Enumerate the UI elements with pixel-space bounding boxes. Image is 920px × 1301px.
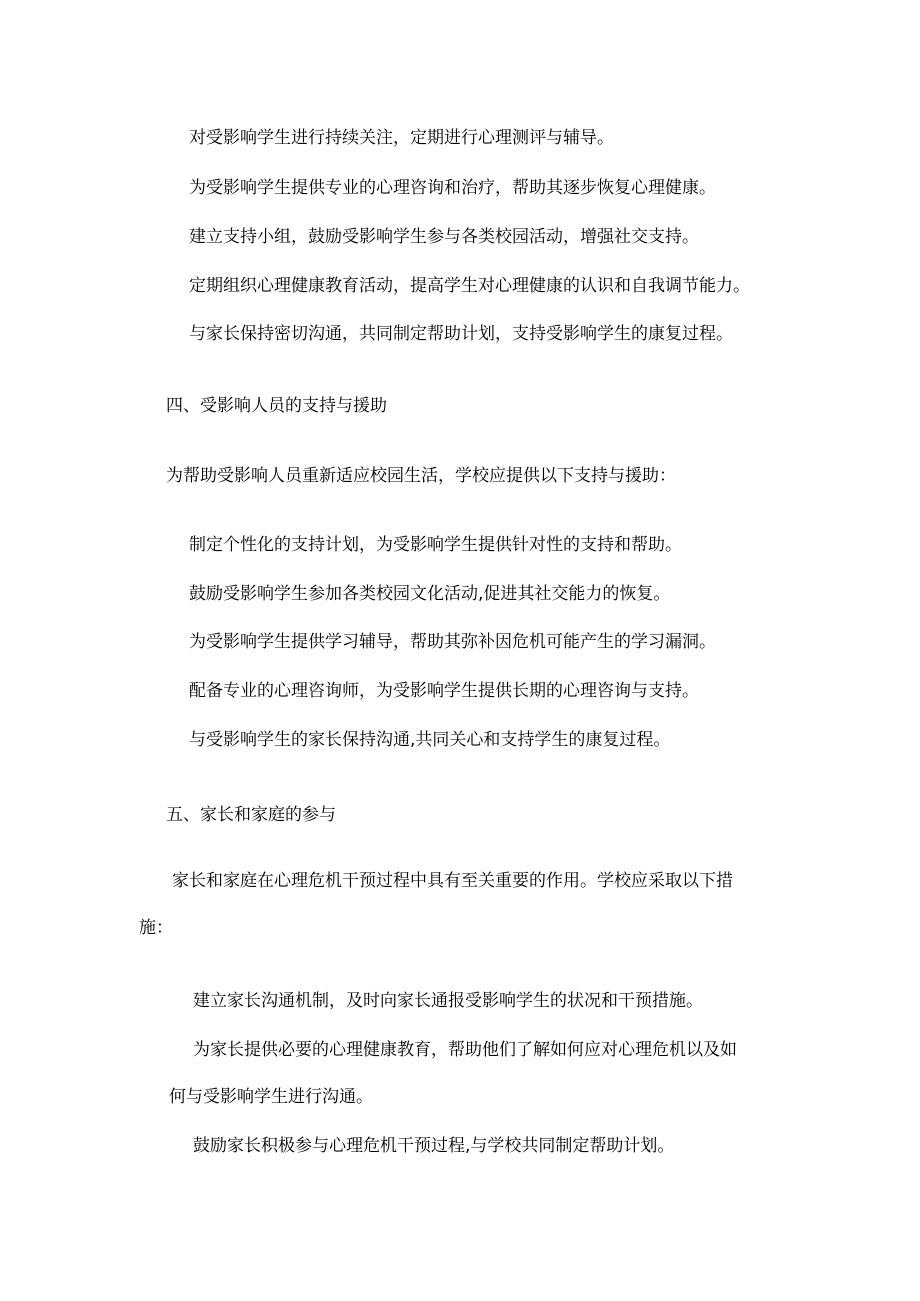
section5-item-3: 鼓励家长积极参与心理危机干预过程,与学校共同制定帮助计划。 — [193, 1136, 675, 1156]
section3-item-1: 对受影响学生进行持续关注，定期进行心理测评与辅导。 — [189, 128, 614, 148]
section5-intro-line2: 施： — [139, 918, 173, 938]
section4-item-1: 制定个性化的支持计划，为受影响学生提供针对性的支持和帮助。 — [189, 535, 682, 555]
section4-heading: 四、受影响人员的支持与援助 — [166, 396, 387, 416]
section4-item-4: 配备专业的心理咨询师，为受影响学生提供长期的心理咨询与支持。 — [189, 681, 699, 701]
section3-item-3: 建立支持小组，鼓励受影响学生参与各类校园活动，增强社交支持。 — [189, 227, 699, 247]
section5-heading: 五、家长和家庭的参与 — [166, 805, 336, 825]
section5-intro-line1: 家长和家庭在心理危机干预过程中具有至关重要的作用。学校应采取以下措 — [172, 871, 733, 891]
section3-item-5: 与家长保持密切沟通，共同制定帮助计划，支持受影响学生的康复过程。 — [189, 324, 733, 344]
section3-item-2: 为受影响学生提供专业的心理咨询和治疗，帮助其逐步恢复心理健康。 — [189, 178, 716, 198]
section4-item-3: 为受影响学生提供学习辅导，帮助其弥补因危机可能产生的学习漏洞。 — [189, 632, 716, 652]
section4-item-2: 鼓励受影响学生参加各类校园文化活动,促进其社交能力的恢复。 — [189, 584, 671, 604]
section5-item-1: 建立家长沟通机制，及时向家长通报受影响学生的状况和干预措施。 — [193, 991, 703, 1011]
section4-intro: 为帮助受影响人员重新适应校园生活，学校应提供以下支持与援助： — [166, 466, 676, 486]
section5-item-2-line1: 为家长提供必要的心理健康教育，帮助他们了解如何应对心理危机以及如 — [193, 1040, 737, 1060]
section3-item-4: 定期组织心理健康教育活动，提高学生对心理健康的认识和自我调节能力。 — [189, 276, 750, 296]
section5-item-2-line2: 何与受影响学生进行沟通。 — [169, 1087, 373, 1107]
section4-item-5: 与受影响学生的家长保持沟通,共同关心和支持学生的康复过程。 — [189, 730, 671, 750]
